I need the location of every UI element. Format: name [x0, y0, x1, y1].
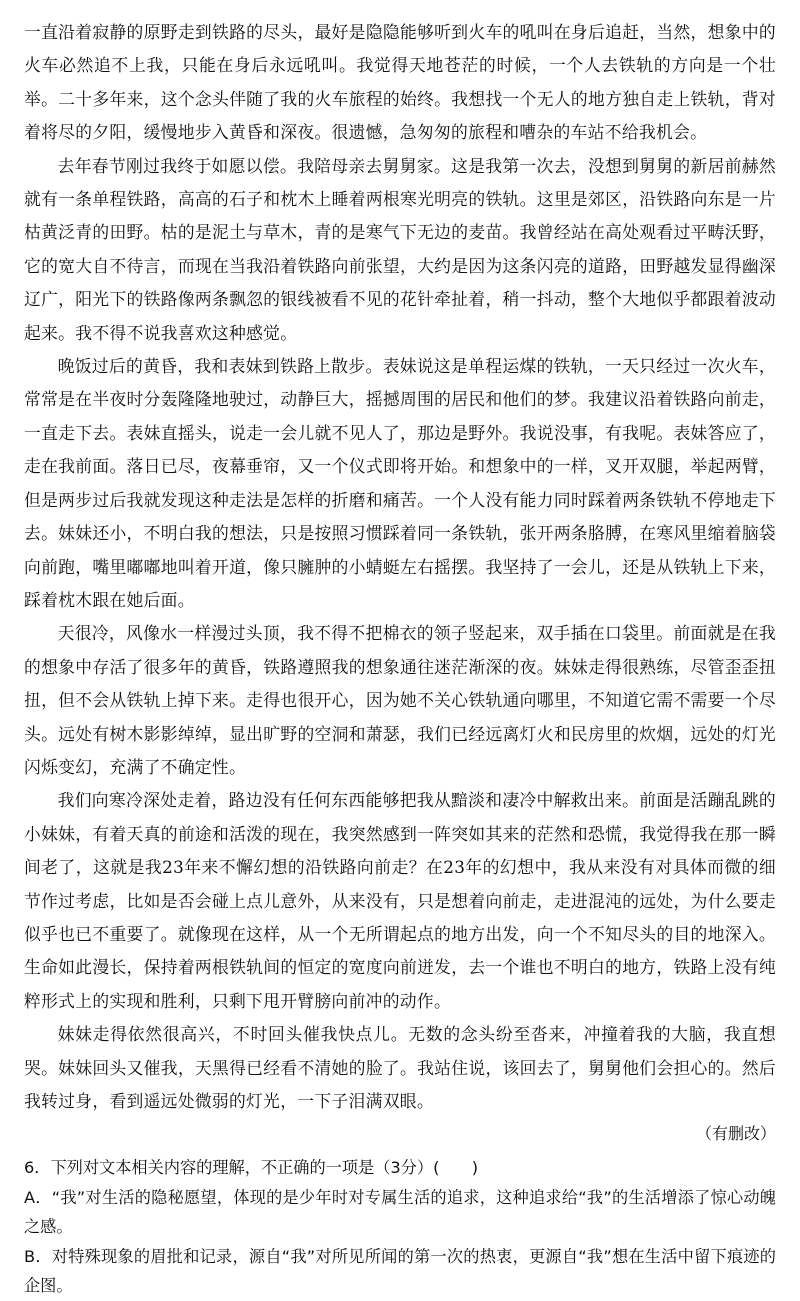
article-paragraph-6: 妹妹走得依然很高兴，不时回头催我快点儿。无数的念头纷至沓来，冲撞着我的大脑，我直想哭。妹妹回头又催我，天黑得已经看不清她的脸了。我站住说，该回去了，舅舅他们会担心的。然后我转过身，看到遥远处微弱的灯光，一下子泪满双眼。	[24, 1024, 776, 1111]
document-page	[24, 16, 776, 1301]
article-paragraph-1: 一直沿着寂静的原野走到铁路的尽头，最好是隐隐能够听到火车的吼叫在身后追赶，当然，想象中的火车必然追不上我，只能在身后永远吼叫。我觉得天地苍茫的时候，一个人去铁轨的方向是一个壮举。二十多年来，这个念头伴随了我的火车旅程的始终。我想找一个无人的地方独自走上铁轨，背对着将尽的夕阳，缓慢地步入黄昏和深夜。很遗憾，急匆匆的旅程和嘈杂的车站不给我机会。	[24, 22, 776, 143]
article-body	[24, 16, 776, 1151]
article-paragraph-2: 去年春节刚过我终于如愿以偿。我陪母亲去舅舅家。这是我第一次去，没想到舅舅的新居前赫然就有一条单程铁路，高高的石子和枕木上睡着两根寒光明亮的铁轨。这里是郊区，沿铁路向东是一片枯黄泛青的田野。枯的是泥土与草木，青的是寒气下无边的麦苗。我曾经站在高处观看过平畴沃野，它的宽大自不待言，而现在当我沿着铁路向前张望，大约是因为这条闪亮的道路，田野越发显得幽深辽广，阳光下的铁路像两条飘忽的银线被看不见的花针牵扯着，稍一抖动，整个大地似乎都跟着波动起来。我不得不说我喜欢这种感觉。	[24, 155, 776, 343]
option-a: A．“我”对生活的隐秘愿望，体现的是少年时对专属生活的追求，这种追求给“我”的生活增添了惊心动魄之感。	[24, 1187, 776, 1237]
article-paragraph-4: 天很冷，风像水一样漫过头顶，我不得不把棉衣的领子竖起来，双手插在口袋里。前面就是在我的想象中存活了很多年的黄昏，铁路遵照我的想象通往迷茫渐深的夜。妹妹走得很熟练，尽管歪歪扭扭，但不会从铁轨上掉下来。走得也很开心，因为她不关心铁轨通向哪里，不知道它需不需要一个尽头。远处有树木影影绰绰，显出旷野的空洞和萧瑟，我们已经远离灯火和民房里的炊烟，远处的灯光闪烁变幻，充满了不确定性。	[24, 623, 776, 777]
article-paragraph-5: 我们向寒冷深处走着，路边没有任何东西能够把我从黯淡和凄冷中解救出来。前面是活蹦乱跳的小妹妹，有着天真的前途和活泼的现在，我突然感到一阵突如其来的茫然和恐慌，我觉得我在那一瞬间老了，这就是我23年来不懈幻想的沿铁路向前走？在23年的幻想中，我从来没有对具体而微的细节作过考虑，比如是否会碰上点儿意外，从来没有，只是想着向前走，走进混沌的远处，为什么要走似乎也已不重要了。就像现在这样，从一个无所谓起点的地方出发，向一个不知尽头的目的地深入。生命如此漫长，保持着两根铁轨间的恒定的宽度向前迸发，去一个谁也不明白的地方，铁路上没有纯粹形式上的实现和胜利，只剩下甩开臂膀向前冲的动作。	[24, 790, 776, 1011]
question-6	[24, 1153, 776, 1301]
option-b: B．对特殊现象的眉批和记录，源自“我”对所见所闻的第一次的热衷，更源自“我”想在生活中留下痕迹的企图。	[24, 1246, 776, 1296]
source-note: （有删改）	[695, 1126, 776, 1144]
article-paragraph-3: 晚饭过后的黄昏，我和表妹到铁路上散步。表妹说这是单程运煤的铁轨，一天只经过一次火车，常常是在半夜时分轰隆隆地驶过，动静巨大，摇撼周围的居民和他们的梦。我建议沿着铁路向前走，一直走下去。表妹直摇头，说走一会儿就不见人了，那边是野外。我说没事，有我呢。表妹答应了，走在我前面。落日已尽，夜幕垂帘，又一个仪式即将开始。和想象中的一样，叉开双腿，举起两臂，但是两步过后我就发现这种走法是怎样的折磨和痛苦。一个人没有能力同时踩着两条铁轨不停地走下去。妹妹还小，不明白我的想法，只是按照习惯踩着同一条铁轨，张开两条胳膊，在寒风里缩着脑袋向前跑，嘴里嘟嘟地叫着开道，像只臃肿的小蜻蜓左右摇摆。我坚持了一会儿，还是从铁轨上下来，踩着枕木跟在她后面。	[24, 356, 776, 610]
question-stem: 6．下列对文本相关内容的理解，不正确的一项是（3分）( )	[24, 1158, 479, 1178]
